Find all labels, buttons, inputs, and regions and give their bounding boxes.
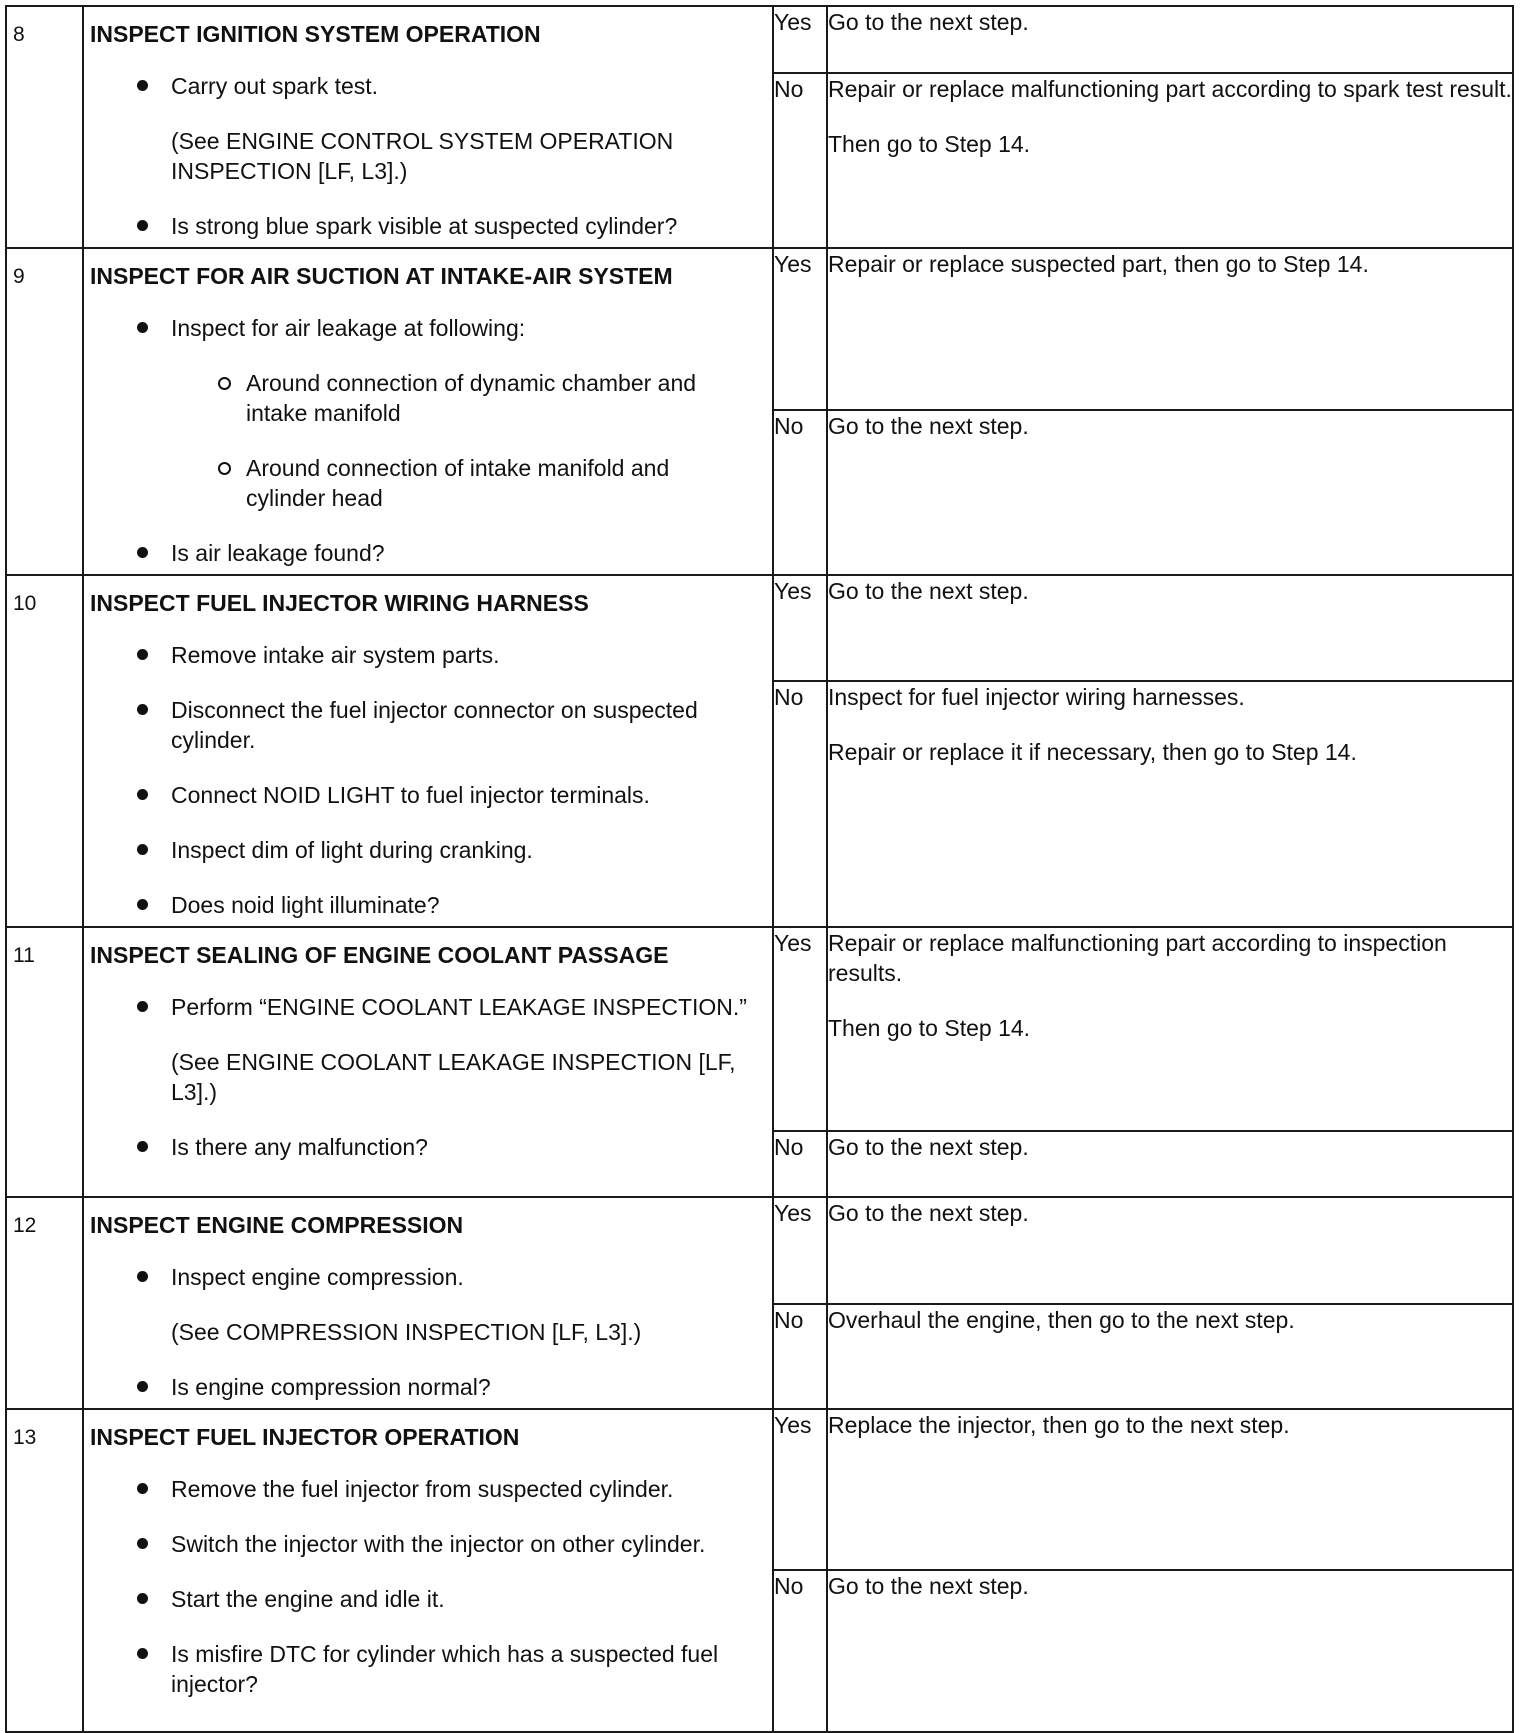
list-item: Remove the fuel injector from suspected cylinder. xyxy=(90,1474,752,1504)
list-item: Inspect for air leakage at following: Around connection of dynamic chamber and intake manifold Around connection of intake manifold and cylinder head xyxy=(90,313,752,513)
step-number: 10 xyxy=(13,592,37,615)
step-11-yes-row xyxy=(6,927,1513,1131)
step-number: 13 xyxy=(13,1426,37,1449)
step-10-number-cell xyxy=(6,575,83,927)
step-12-action-cell xyxy=(83,1197,773,1409)
yes-label: Yes xyxy=(773,1409,827,1570)
step-11-action-cell xyxy=(83,927,773,1197)
list-item: Is engine compression normal? xyxy=(90,1372,752,1402)
step-8-yes-row xyxy=(6,6,1513,73)
step-number: 9 xyxy=(13,265,25,288)
list-item: Inspect dim of light during cranking. xyxy=(90,835,752,865)
step-9-yes-row xyxy=(6,248,1513,410)
step-9-number-cell xyxy=(6,248,83,575)
step-12-yes-row xyxy=(6,1197,1513,1304)
reference-note: (See ENGINE COOLANT LEAKAGE INSPECTION [LF, L3].) xyxy=(171,1049,736,1105)
yes-label: Yes xyxy=(773,575,827,681)
yes-result: Repair or replace malfunctioning part according to inspection results. Then go to Step 14. xyxy=(827,927,1513,1131)
list-item: Start the engine and idle it. xyxy=(90,1584,752,1614)
step-title: INSPECT ENGINE COMPRESSION xyxy=(90,1212,464,1238)
step-10-yes-row xyxy=(6,575,1513,681)
list-item: Carry out spark test. xyxy=(90,71,752,101)
yes-label: Yes xyxy=(773,248,827,410)
list-item: Perform “ENGINE COOLANT LEAKAGE INSPECTION.” xyxy=(90,992,752,1022)
yes-label: Yes xyxy=(773,927,827,1131)
step-13-number-cell xyxy=(6,1409,83,1732)
reference-note: (See COMPRESSION INSPECTION [LF, L3].) xyxy=(171,1319,642,1345)
step-number: 8 xyxy=(13,23,25,46)
step-number: 11 xyxy=(13,944,35,967)
no-label: No xyxy=(773,681,827,927)
step-title: INSPECT FUEL INJECTOR WIRING HARNESS xyxy=(90,590,589,616)
yes-result: Go to the next step. xyxy=(827,1197,1513,1304)
no-result: Repair or replace malfunctioning part according to spark test result. Then go to Step 14. xyxy=(827,73,1513,248)
list-item: Is misfire DTC for cylinder which has a suspected fuel injector? xyxy=(90,1639,752,1699)
yes-label: Yes xyxy=(773,6,827,73)
no-result: Inspect for fuel injector wiring harnesses. Repair or replace it if necessary, then go to Step 14. xyxy=(827,681,1513,927)
step-8-number-cell xyxy=(6,6,83,248)
no-result: Overhaul the engine, then go to the next step. xyxy=(827,1304,1513,1410)
step-8-action-cell xyxy=(83,6,773,248)
list-item: Connect NOID LIGHT to fuel injector terminals. xyxy=(90,780,752,810)
list-item: Is strong blue spark visible at suspected cylinder? xyxy=(90,211,752,241)
step-title: INSPECT SEALING OF ENGINE COOLANT PASSAGE xyxy=(90,942,669,968)
step-9-action-cell xyxy=(83,248,773,575)
yes-result: Replace the injector, then go to the next step. xyxy=(827,1409,1513,1570)
list-item: Inspect engine compression. xyxy=(90,1262,752,1292)
step-13-yes-row xyxy=(6,1409,1513,1570)
step-number: 12 xyxy=(13,1214,37,1237)
step-11-number-cell xyxy=(6,927,83,1197)
no-result: Go to the next step. xyxy=(827,1570,1513,1732)
yes-label: Yes xyxy=(773,1197,827,1304)
list-item: Disconnect the fuel injector connector on suspected cylinder. xyxy=(90,695,752,755)
no-label: No xyxy=(773,1304,827,1410)
yes-result: Go to the next step. xyxy=(827,575,1513,681)
diagnostic-procedure-table xyxy=(5,5,1514,1733)
no-label: No xyxy=(773,1131,827,1197)
list-item: Is air leakage found? xyxy=(90,538,752,568)
step-title: INSPECT FUEL INJECTOR OPERATION xyxy=(90,1424,520,1450)
step-title: INSPECT IGNITION SYSTEM OPERATION xyxy=(90,21,541,47)
sub-list-item: Around connection of dynamic chamber and intake manifold xyxy=(90,368,752,428)
list-item: Switch the injector with the injector on other cylinder. xyxy=(90,1529,752,1559)
list-item: Does noid light illuminate? xyxy=(90,890,752,920)
no-result: Go to the next step. xyxy=(827,410,1513,575)
reference-note: (See ENGINE CONTROL SYSTEM OPERATION INSPECTION [LF, L3].) xyxy=(171,128,674,184)
no-label: No xyxy=(773,410,827,575)
sub-list-item: Around connection of intake manifold and cylinder head xyxy=(90,453,752,513)
step-12-number-cell xyxy=(6,1197,83,1409)
step-13-action-cell xyxy=(83,1409,773,1732)
list-item: Is there any malfunction? xyxy=(90,1132,752,1162)
list-item: Remove intake air system parts. xyxy=(90,640,752,670)
step-title: INSPECT FOR AIR SUCTION AT INTAKE-AIR SYSTEM xyxy=(90,263,673,289)
no-result: Go to the next step. xyxy=(827,1131,1513,1197)
no-label: No xyxy=(773,1570,827,1732)
yes-result: Go to the next step. xyxy=(827,6,1513,73)
no-label: No xyxy=(773,73,827,248)
step-10-action-cell xyxy=(83,575,773,927)
yes-result: Repair or replace suspected part, then go to Step 14. xyxy=(827,248,1513,410)
